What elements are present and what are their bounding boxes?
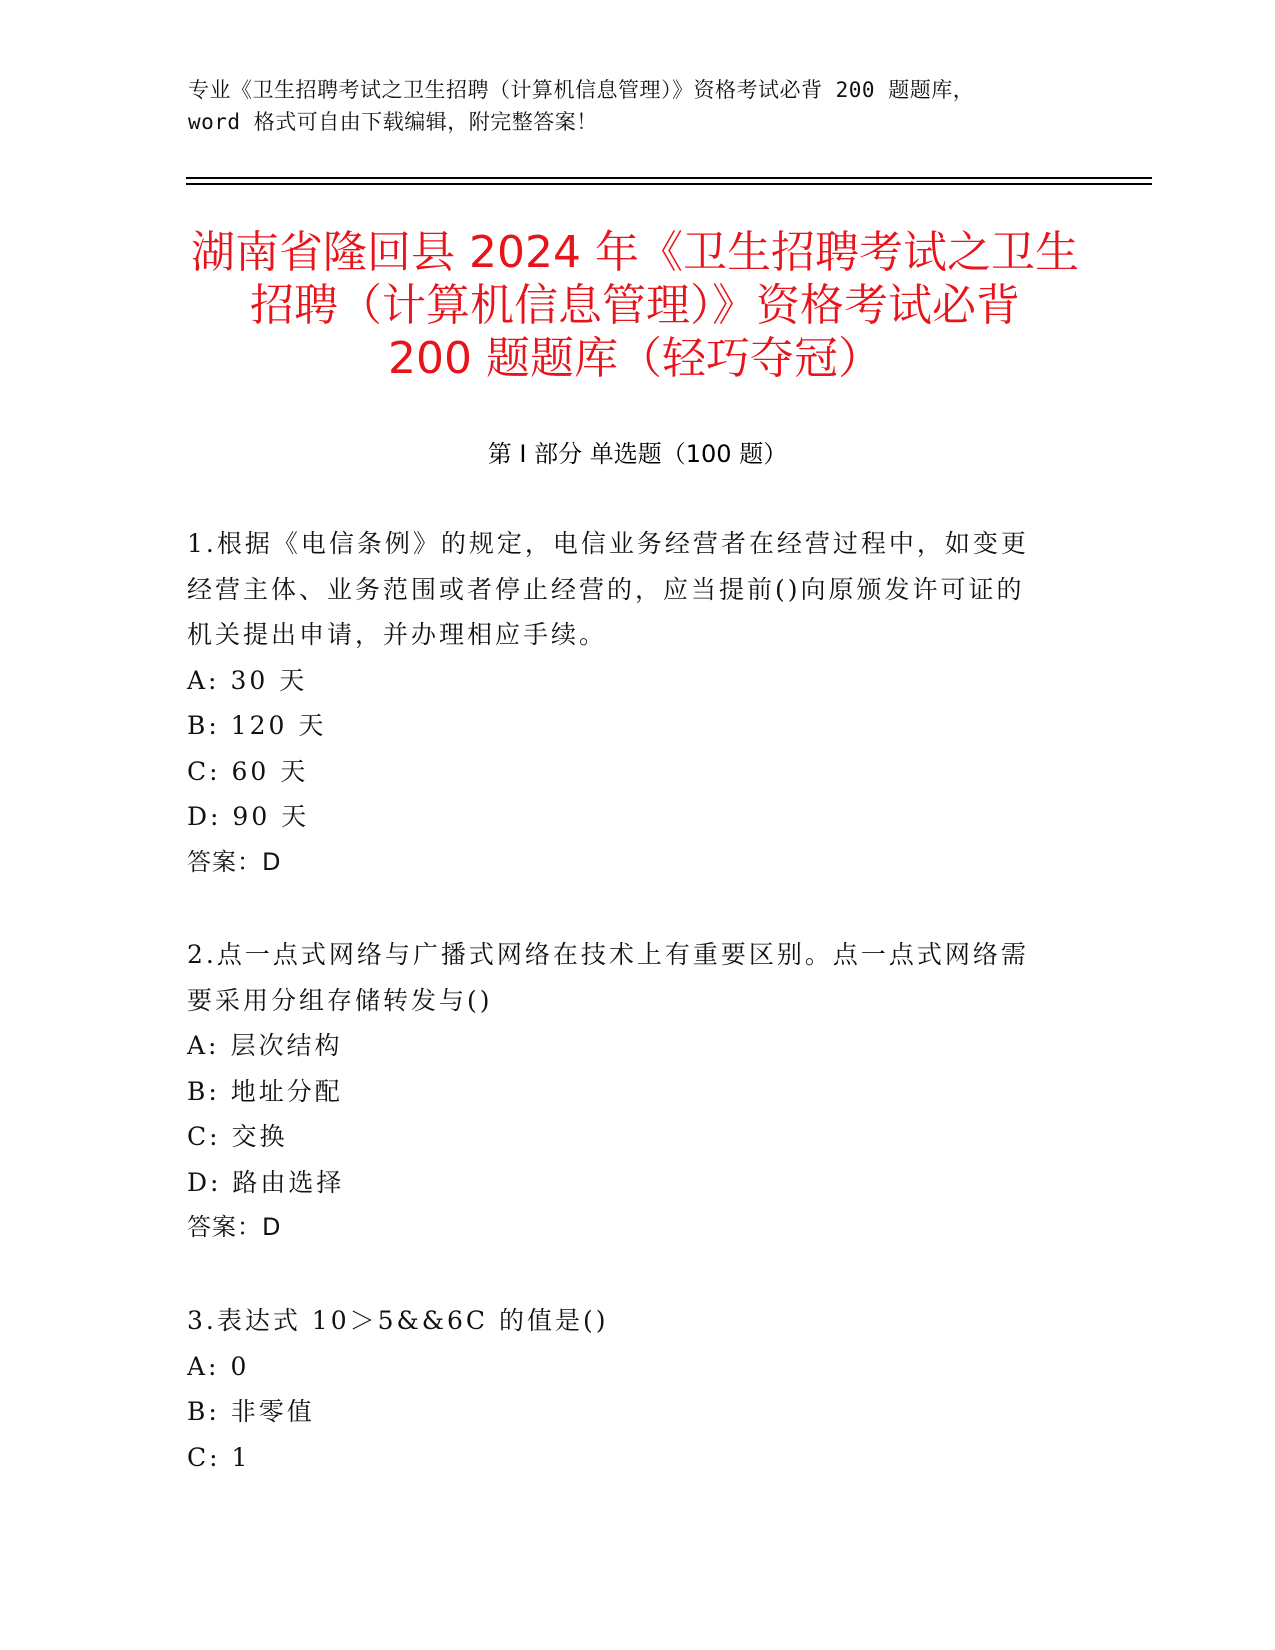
option-d [187,1160,1087,1206]
question-stem-line: 机关提出申请，并办理相应手续。 [187,620,608,649]
question-stem-line: 要采用分组存储转发与() [187,985,493,1015]
option-d [187,794,1087,840]
option-text: 30 天 [230,665,308,695]
header-divider-top [186,177,1152,179]
option-key: A: [187,665,220,695]
header-note [188,74,1088,138]
document-title-line-2: 招聘（计算机信息管理）》资格考试必背 [250,280,1020,331]
header-note-line-2: word 格式可自由下载编辑，附完整答案！ [188,110,598,134]
option-key: B: [187,1397,220,1426]
option-text: 地址分配 [230,1076,343,1106]
question-1 [187,521,1087,885]
answer: 答案：D [187,847,282,876]
option-text: 1 [231,1442,251,1472]
document-title-line-3: 200 题题库（轻巧夺冠） [388,333,882,384]
question-stem-line: 1.根据《电信条例》的规定，电信业务经营者在经营过程中，如变更 [187,529,1029,558]
option-key: A: [187,1351,220,1381]
option-text: 层次结构 [230,1031,343,1060]
question-stem-line: 经营主体、业务范围或者停止经营的，应当提前()向原颁发许可证的 [187,574,1025,604]
question-stem-line: 3.表达式 10＞5&&6C 的值是() [187,1306,609,1335]
option-a [187,658,1087,704]
section-title: 第 I 部分 单选题（100 题） [487,440,788,468]
option-key: C: [187,1122,221,1151]
header-note-line-1: 专业《卫生招聘考试之卫生招聘（计算机信息管理）》资格考试必背 200 题题库， [188,78,975,102]
option-text: 60 天 [231,756,309,786]
option-key: D: [187,1167,222,1197]
question-stem [187,932,1087,1023]
document-title [170,226,1100,385]
option-c [187,1114,1087,1160]
question-3 [187,1298,1087,1480]
option-c [187,1435,1087,1481]
option-key: C: [187,1442,221,1472]
option-key: C: [187,756,221,786]
option-key: D: [187,802,222,831]
option-text: 120 天 [230,711,327,740]
option-text: 路由选择 [232,1167,345,1197]
option-text: 交换 [231,1122,288,1151]
option-b [187,1389,1087,1435]
option-key: B: [187,1076,220,1106]
option-a [187,1023,1087,1069]
question-stem [187,1298,1087,1344]
document-title-line-1: 湖南省隆回县 2024 年《卫生招聘考试之卫生 [191,227,1079,278]
option-key: A: [187,1031,220,1060]
option-text: 非零值 [230,1397,315,1426]
option-text: 0 [230,1351,250,1381]
header-divider-bottom [186,183,1152,185]
option-c [187,749,1087,795]
question-stem-line: 2.点一点式网络与广播式网络在技术上有重要区别。点一点式网络需 [187,940,1029,969]
option-b [187,703,1087,749]
option-text: 90 天 [232,802,310,831]
option-key: B: [187,711,220,740]
option-a [187,1344,1087,1390]
question-2 [187,932,1087,1251]
option-b [187,1069,1087,1115]
question-stem [187,521,1087,658]
answer: 答案：D [187,1213,282,1241]
